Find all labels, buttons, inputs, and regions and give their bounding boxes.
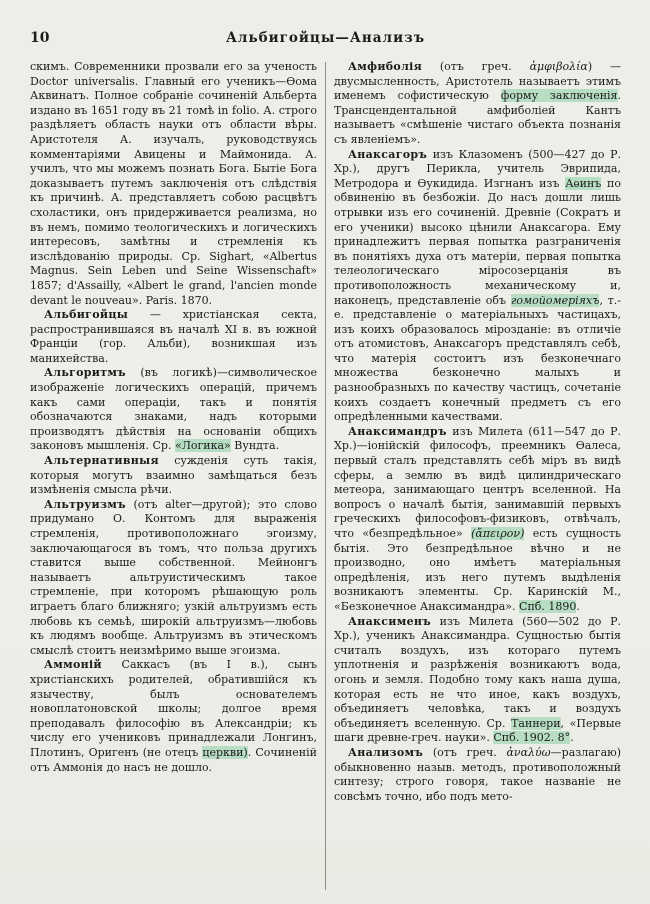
entry-paragraph: [30, 366, 317, 454]
text-segment: изъ Милета (611—547 до Р. Хр.)—іонійскій философъ, преемникъ Ѳалеса, первый сталъ представлять себѣ міръ въ видѣ сферы, а землю въ видѣ цилиндрическаго метеора, занимающаго центръ вселенной. На вопросъ о началѣ бытія, занимавшій первыхъ греческихъ философовъ-физиковъ, отвѣчалъ, что «безпредѣльное»: [334, 424, 621, 540]
highlighted-text: Спб. 1890: [519, 599, 577, 613]
text-segment: (въ логикѣ)—символическое изображеніе логическихъ операцій, причемъ какъ сами операціи, такъ и понятія обозначаются знаками, надъ которыми производятъ дѣйствія на основаніи общихъ законовъ мышленія. Ср.: [30, 366, 317, 453]
column-divider: [325, 62, 326, 890]
text-segment: .: [576, 599, 580, 613]
continuation-paragraph: [30, 60, 317, 308]
text-segment: ἀμφιβολία: [529, 60, 588, 73]
entry-term: Аммоній: [44, 658, 102, 672]
text-segment: ) — двусмысленность, Аристотель называетъ этимъ именемъ софистическую: [334, 60, 621, 103]
text-segment: ἀναλύω: [506, 745, 551, 759]
column-right: [334, 60, 621, 896]
entry-term: Амфиболія: [348, 60, 423, 73]
text-segment: . Трансцендентальной амфиболіей Кантъ называетъ «смѣшеніе чистаго объекта познанія съ явленіемъ».: [334, 89, 621, 146]
page-header: [30, 30, 621, 54]
text-segment: .: [570, 731, 574, 745]
text-segment: скимъ. Современники прозвали его за ученость Doctor universalis. Главный его ученикъ—Ѳома Аквинатъ. Полное собраніе сочиненій Альберта издано въ 1651 году въ 21 томѣ in folio. А. строго раздѣляетъ область науки отъ области вѣры. Аристотеля А. изучалъ, руководствуясь комментаріями Авицены и Маймонида. А. училъ, что мы можемъ познать Бога. Бытіе Бога доказываетъ путемъ заключенія отъ слѣдствія къ причинѣ. А. представляетъ собою расцвѣтъ схоластики, онъ придерживается реализма, но въ немъ, помимо теологическихъ и логическихъ интересовъ, замѣтны и стремленія къ изслѣдованію природы. Ср. Sighart, «Albertus Magnus. Sein Leben und Seine Wissenschaft» 1857; d'Assailly, «Albert le grand, l'ancien monde devant le nouveau». Paris. 1870.: [30, 60, 317, 307]
highlighted-text: (ἄπειρον): [471, 527, 525, 540]
text-segment: (отъ греч.: [423, 745, 507, 759]
highlighted-text: гомойомеріяхъ: [510, 293, 600, 307]
text-columns: [30, 60, 621, 896]
entry-paragraph: [30, 454, 317, 498]
entry-term: Альтруизмъ: [44, 497, 126, 511]
text-segment: есть сущность бытія. Это безпредѣльное вѣчно и не производно, оно имѣетъ матеріальныя опредѣленія, изъ него путемъ выдѣленія возникаютъ элементы. Ср. Каринскій М., «Безконечное Анаксимандра».: [334, 527, 621, 613]
highlighted-text: церкви): [202, 745, 248, 759]
page-number: 10: [30, 30, 50, 46]
text-segment: сужденія суть такія, которыя могутъ взаимно замѣщаться безъ измѣненія смысла рѣчи.: [30, 454, 317, 497]
entry-paragraph: [334, 60, 621, 148]
entry-term: Альбигойцы: [44, 308, 129, 322]
text-segment: (отъ греч.: [422, 60, 530, 73]
text-segment: изъ Клазоменъ (500—427 до Р. Хр.), другъ Перикла, учитель Эврипида, Метродора и Ѳукидида. Изгнанъ изъ: [334, 147, 621, 190]
text-segment: Вундта.: [230, 439, 280, 453]
text-segment: , «Первые шаги древне-греч. науки».: [334, 716, 621, 745]
text-segment: . Сочиненій отъ Аммонія до насъ не дошло.: [30, 745, 317, 774]
entry-term: Альтернативныя: [44, 454, 159, 468]
entry-paragraph: [334, 615, 621, 746]
highlighted-text: Таннери: [511, 716, 561, 730]
text-segment: изъ Милета (560—502 до Р. Хр.), ученикъ Анаксимандра. Сущностью бытія считалъ воздухъ, изъ котораго путемъ уплотненія и разрѣженія возникаютъ вода, огонь и земля. Подобно тому какъ наша душа, которая есть не что иное, какъ воздухъ, объединяетъ человѣка, такъ и воздухъ объединяетъ вселенную. Ср.: [334, 614, 621, 730]
entry-term: Анаксименъ: [348, 614, 431, 628]
entry-paragraph: [334, 148, 621, 425]
entry-term: Анаксимандръ: [348, 424, 447, 438]
text-segment: — христіанская секта, распространившаяся въ началѣ XI в. въ южной Франціи (гор. Альби), возникшая изъ манихейства.: [30, 308, 317, 365]
entry-paragraph: [30, 658, 317, 775]
text-segment: (отъ alter—другой); это слово придумано О. Контомъ для выраженія стремленія, противоположнаго эгоизму, заключающагося въ томъ, что польза другихъ ставится выше собственной. Мейнонгъ называетъ альтруистическимъ такое стремленіе, при которомъ рѣшающую роль играетъ благо ближняго; узкій альтруизмъ есть любовь къ семьѣ, широкій альтруизмъ—любовь къ людямъ вообще. Альтруизмъ въ этическомъ смыслѣ стоитъ неизмѣримо выше эгоизма.: [30, 497, 317, 657]
column-left: [30, 60, 317, 896]
highlighted-text: форму заключенія: [500, 89, 618, 103]
highlighted-text: Спб. 1902. 8°: [493, 731, 571, 745]
entry-paragraph: [334, 746, 621, 804]
highlighted-text: Аѳинъ: [565, 176, 602, 190]
entry-term: Анаксагоръ: [348, 147, 428, 161]
text-segment: , т.-е. представленіе о матеріальныхъ частицахъ, изъ коихъ образовалось мірозданіе: въ отличіе отъ атомистовъ, Анаксагоръ представлялъ себѣ, что матерія состоитъ изъ безконечнаго множества безконечно малыхъ и разнообразныхъ по качеству частицъ, сочетаніе коихъ создаетъ конечный предметъ съ его опредѣленными качествами.: [334, 293, 621, 424]
header-title: Альбигойцы—Анализъ: [225, 30, 426, 46]
text-segment: —разлагаю) обыкновенно назыв. методъ, противоположный синтезу; строго говоря, такое названіе не совсѣмъ точно, ибо подъ мето-: [334, 745, 621, 803]
entry-term: Альгоритмъ: [44, 366, 126, 380]
text-segment: по обвиненію въ безбожіи. До насъ дошли лишь отрывки изъ его сочиненій. Древніе (Сократъ и его ученики) высоко цѣнили Анаксагора. Ему принадлежитъ первая попытка разграниченія въ понятіяхъ духа отъ матеріи, первая попытка телеологическаго міросозерцанія въ противоположность механическому и, наконецъ, представленіе объ: [334, 176, 621, 307]
entry-paragraph: [30, 498, 317, 659]
entry-paragraph: [334, 425, 621, 615]
entry-term: Анализомъ: [348, 745, 424, 759]
entry-paragraph: [30, 308, 317, 366]
text-segment: Саккасъ (въ I в.), сынъ христіанскихъ родителей, обратившійся къ язычеству, былъ основателемъ новоплатоновской школы; долгое время преподавалъ философію въ Александріи; къ числу его учениковъ принадлежали Лонгинъ, Плотинъ, Оригенъ (не отецъ: [30, 658, 317, 759]
highlighted-text: «Логика»: [174, 439, 231, 453]
